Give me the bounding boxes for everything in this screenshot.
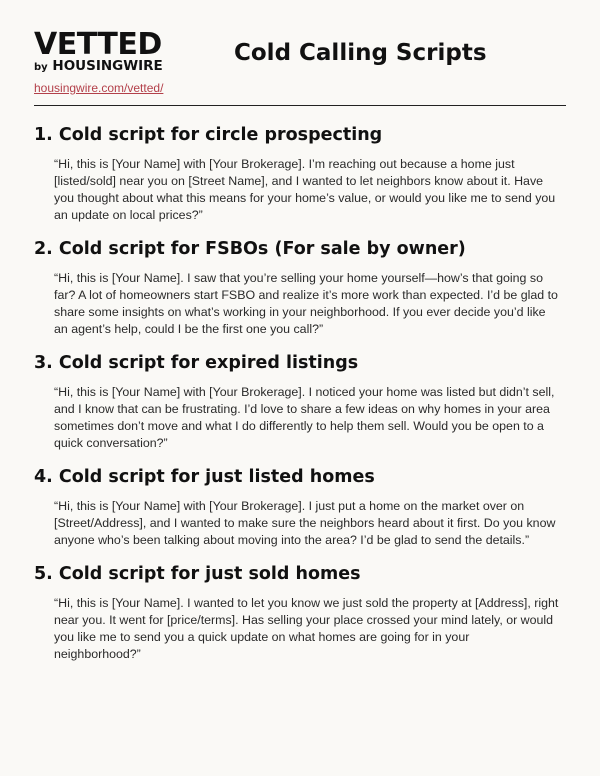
script-section-2 [34, 238, 566, 338]
header-divider [34, 105, 566, 106]
script-section-1 [34, 124, 566, 224]
section-script-text: “Hi, this is [Your Name]. I wanted to let you know we just sold the property at [Address], right near you. It went for [price/terms]. Has selling your place crossed your mind lately, or would you like me to send you a quick update on what homes are going for in your neighborhood?” [54, 596, 559, 661]
script-sections [34, 124, 566, 677]
script-section-4 [34, 466, 566, 549]
section-heading: 2. Cold script for FSBOs (For sale by owner) [34, 239, 466, 259]
logo-by: by [34, 62, 48, 73]
logo-brand: HOUSINGWIRE [52, 58, 163, 74]
document-title: Cold Calling Scripts [234, 40, 487, 66]
script-section-5 [34, 563, 566, 663]
section-script-text: “Hi, this is [Your Name] with [Your Brokerage]. I’m reaching out because a home just [listed/sold] near you on [Street Name], and I wanted to let neighbors know about it. Have you thought about what this means for your home’s value, or would you like me to send you an update on local prices?” [54, 157, 556, 222]
section-script-text: “Hi, this is [Your Name] with [Your Brokerage]. I just put a home on the market over on [Street/Address], and I wanted to make sure the neighbors heard about it first. Do you know anyone who’s been talking about moving into the area? I’d be glad to send the details.” [54, 499, 556, 547]
logo-wordmark: VETTED [34, 27, 162, 62]
section-script-text: “Hi, this is [Your Name]. I saw that you’re selling your home yourself—how’s that going so far? A lot of homeowners start FSBO and realize it’s more work than expected. I’d be glad to share some insights on what’s working in your neighborhood. If you ever decide you’d like an agent’s help, could I be the first one you call?” [54, 271, 558, 336]
section-script-text: “Hi, this is [Your Name] with [Your Brokerage]. I noticed your home was listed but didn’t sell, and I know that can be frustrating. I’d love to share a few ideas on why homes in your area sometimes don’t move and what I do differently to help them sell. Would you be open to a quick conversation?” [54, 385, 555, 450]
script-section-3 [34, 352, 566, 452]
section-heading: 5. Cold script for just sold homes [34, 564, 361, 584]
section-heading: 3. Cold script for expired listings [34, 353, 359, 373]
vetted-link[interactable]: housingwire.com/vetted/ [34, 81, 164, 95]
section-heading: 1. Cold script for circle prospecting [34, 125, 383, 145]
page-header [34, 27, 564, 106]
section-heading: 4. Cold script for just listed homes [34, 467, 375, 487]
vetted-logo [34, 27, 163, 75]
logo-subline [34, 59, 163, 75]
